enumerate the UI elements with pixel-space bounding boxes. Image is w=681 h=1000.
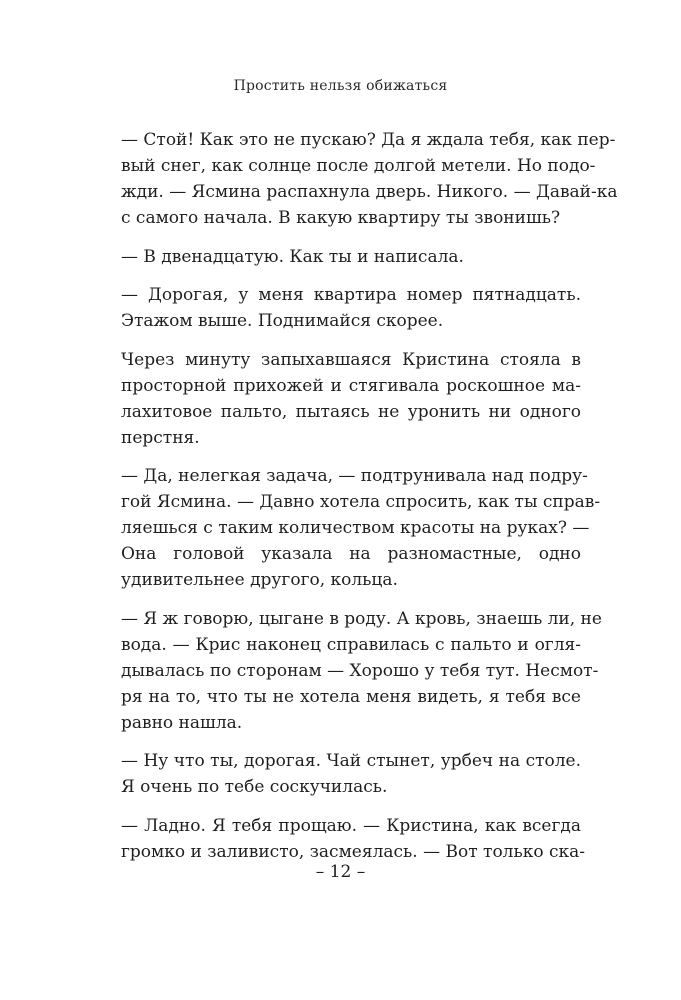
text-line: — Я ж говорю, цыгане в роду. А кровь, знаешь ли, не [121, 608, 602, 629]
text-line: удивительнее другого, кольца. [121, 570, 398, 590]
text-line: просторной прихожей и стягивала роскошное ма- [121, 375, 581, 396]
text-line: вый снег, как солнце после долгой метели. Но подо- [121, 156, 596, 176]
text-line: — Дорогая, у меня квартира номер пятнадцать. [121, 285, 581, 305]
text-line: Я очень по тебе соскучилась. [121, 777, 388, 797]
paragraph [121, 347, 581, 451]
text-line: Этажом выше. Поднимайся скорее. [121, 311, 444, 331]
paragraph [121, 463, 601, 593]
page-number: – 12 – [315, 862, 366, 882]
text-line: гой Ясмина. — Давно хотела спросить, как ты справ- [121, 492, 601, 512]
text-line: — Да, нелегкая задача, — подтрунивала над подру- [121, 466, 588, 486]
paragraph [121, 813, 586, 865]
text-line: Она головой указала на разномастные, одно [121, 544, 581, 564]
text-line: — В двенадцатую. Как ты и написала. [121, 246, 464, 267]
text-line: ря на то, что ты не хотела меня видеть, я тебя все [121, 686, 581, 707]
text-line: с самого начала. В какую квартиру ты звонишь? [121, 208, 561, 228]
running-head: Простить нельзя обижаться [233, 78, 448, 94]
paragraph [121, 127, 618, 231]
text-line: Через минуту запыхавшаяся Кристина стояла в [121, 349, 581, 370]
text-line: дывалась по сторонам — Хорошо у тебя тут. Несмот- [121, 660, 599, 681]
paragraph [121, 606, 602, 736]
paragraph [121, 244, 581, 270]
paragraph [121, 282, 581, 334]
paragraph [121, 748, 581, 800]
text-line: — Ладно. Я тебя прощаю. — Кристина, как всегда [121, 815, 581, 836]
text-line: — Ну что ты, дорогая. Чай стынет, урбеч на столе. [121, 751, 581, 771]
text-line: равно нашла. [121, 712, 243, 733]
text-line: ляешься с таким количеством красоты на руках? — [121, 518, 590, 538]
text-line: перстня. [121, 427, 200, 448]
text-line: лахитовое пальто, пытаясь не уронить ни одного [121, 401, 581, 422]
text-line: — Стой! Как это не пускаю? Да я ждала тебя, как пер- [121, 130, 616, 150]
text-line: громко и заливисто, засмеялась. — Вот только ска- [121, 841, 586, 862]
body-text [121, 127, 618, 877]
text-line: вода. — Крис наконец справилась с пальто и огля- [121, 634, 581, 655]
text-line: жди. — Ясмина распахнула дверь. Никого. — Давай-ка [121, 182, 618, 202]
